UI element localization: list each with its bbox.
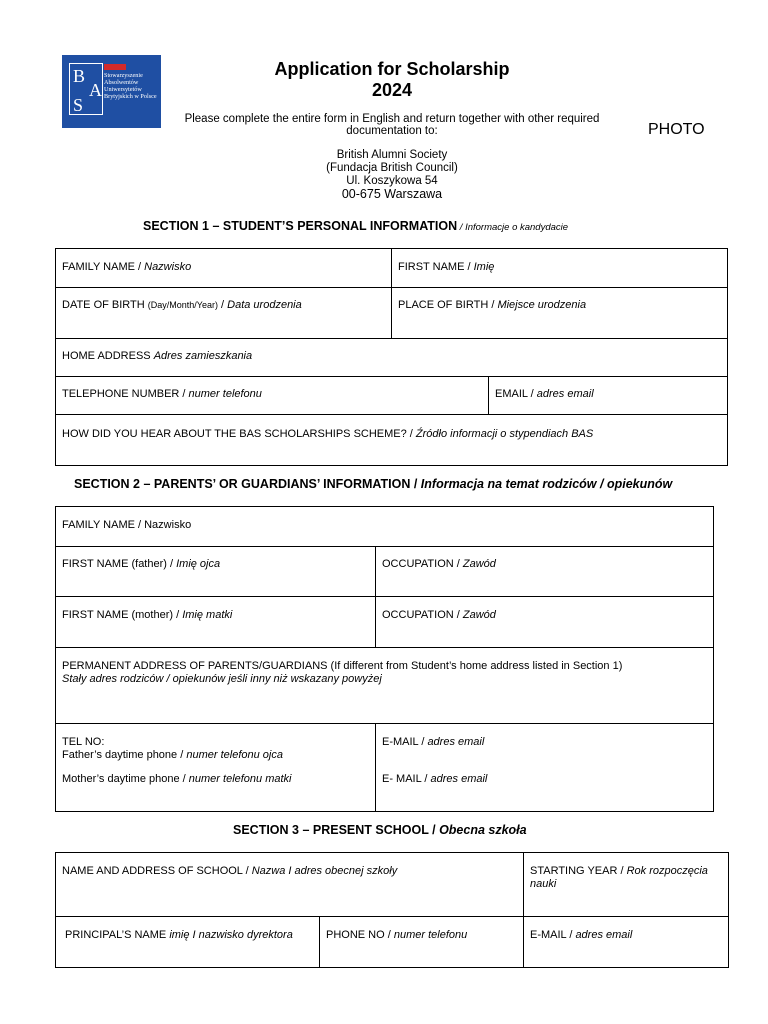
s2-occupation2-label: OCCUPATION / [382,609,463,621]
s1-pob-field[interactable] [391,287,728,339]
s2-phone-field[interactable] [55,723,376,812]
s1-first-name-label-pl: Imię [473,261,495,273]
s2-email1-label-pl: adres email [427,736,485,748]
logo-text: Stowarzyszenie Absolwentów Uniwersytetów Brytyjskich w Polsce [104,72,157,100]
s1-dob-separator: / [217,299,228,311]
logo-letter-s: S [73,95,84,115]
s2-perm-address-label-pl: Stały adres rodziców / opiekunów jeśli inny niż wskazany powyżej [62,673,382,685]
s2-father-first-label: FIRST NAME (father) / [62,558,177,570]
s2-family-name-field[interactable] [55,506,714,547]
bas-logo [62,55,161,128]
s3-school-label-pl: Nazwa I adres obecnej szkoły [251,865,398,877]
logo-letter-a: A [89,80,102,100]
s1-telephone-field[interactable] [55,376,489,415]
intro-line-1: Please complete the entire form in English and return together with other required [184,113,600,125]
form-title: Application for Scholarship [274,59,510,79]
s1-hear-label-pl: Źródło informacji o stypendiach BAS [415,428,594,440]
s1-hear-about-field[interactable] [55,414,728,466]
s1-family-name-label-pl: Nazwisko [144,261,192,273]
s1-home-address-field[interactable] [55,338,728,377]
s1-email-label: EMAIL / [495,388,537,400]
s2-mother-occupation-field[interactable] [375,596,714,648]
s2-occupation2-label-pl: Zawód [462,609,496,621]
s1-family-name-label: FAMILY NAME / [62,261,145,273]
s3-starting-year-label-pl: Rok rozpoczęcia nauki [530,865,708,890]
s2-occupation1-label: OCCUPATION / [382,558,463,570]
s1-home-address-label: HOME ADDRESS [62,350,154,362]
s1-telephone-label-pl: numer telefonu [188,388,262,400]
s2-mother-first-label: FIRST NAME (mother) / [62,609,183,621]
s1-dob-format: (Day/Month/Year) [147,300,218,310]
address-line-4: 00-675 Warszawa [341,187,443,201]
s2-tel-no-label: TEL NO: [62,736,105,748]
section1-title-text: SECTION 1 – STUDENT’S PERSONAL INFORMATION [143,219,458,233]
section2-title [74,477,672,491]
form-year: 2024 [371,80,413,100]
s2-email-field[interactable] [375,723,714,812]
s1-dob-label-pl: Data urodzenia [227,299,302,311]
section3-title-text: SECTION 3 – PRESENT SCHOOL / [233,823,440,837]
address-line-2: (Fundacja British Council) [326,162,458,174]
address-line-3: Ul. Koszykowa 54 [346,175,438,187]
section3-title-pl: Obecna szkoła [439,823,527,837]
s3-phone-label-pl: numer telefonu [393,929,468,941]
s2-father-phone-label: Father’s daytime phone / [62,749,187,761]
s1-dob-field[interactable] [55,287,392,339]
s2-email2-label: E- MAIL / [382,773,431,785]
s2-family-name-label: FAMILY NAME / Nazwisko [62,519,192,531]
s2-father-occupation-field[interactable] [375,546,714,597]
s2-father-first-name-field[interactable] [55,546,376,597]
logo-letters [69,63,103,115]
s2-mother-phone-label: Mother’s daytime phone / [62,773,189,785]
s3-email-label: E-MAIL / [530,929,576,941]
section2-title-text: SECTION 2 – PARENTS’ OR GUARDIANS’ INFORMATION / [74,477,421,491]
s3-phone-label: PHONE NO / [326,929,394,941]
logo-letter-b: B [73,66,86,86]
s3-principal-label: PRINCIPAL’S NAME [65,929,170,941]
s3-starting-year-label: STARTING YEAR / [530,865,627,877]
s2-perm-address-label: PERMANENT ADDRESS OF PARENTS/GUARDIANS (If different from Student’s home address listed in Section 1) [62,660,623,672]
s1-hear-label: HOW DID YOU HEAR ABOUT THE BAS SCHOLARSHIPS SCHEME? / [62,428,416,440]
s3-school-label: NAME AND ADDRESS OF SCHOOL / [62,865,252,877]
s2-mother-first-label-pl: Imię matki [182,609,233,621]
section1-subtitle: / Informacje o kandydacie [457,222,569,233]
s2-email1-label: E-MAIL / [382,736,428,748]
logo-red-bar [104,64,126,70]
s2-email2-label-pl: adres email [430,773,488,785]
s2-occupation1-label-pl: Zawód [462,558,496,570]
s1-first-name-field[interactable] [391,248,728,288]
s2-mother-phone-label-pl: numer telefonu matki [188,773,292,785]
s3-school-field[interactable] [55,852,524,917]
s1-pob-label: PLACE OF BIRTH / [398,299,498,311]
s2-father-first-label-pl: Imię ojca [176,558,221,570]
intro-line-2: documentation to: [346,125,438,137]
s1-dob-label: DATE OF BIRTH [62,299,148,311]
s3-email-field[interactable] [523,916,729,968]
address-line-1: British Alumni Society [336,149,448,161]
s1-home-address-label-pl: Adres zamieszkania [153,350,253,362]
s3-principal-label-pl: imię I nazwisko dyrektora [169,929,293,941]
s1-first-name-label: FIRST NAME / [398,261,474,273]
s3-phone-field[interactable] [319,916,524,968]
s3-starting-year-field[interactable] [523,852,729,917]
s3-principal-field[interactable] [55,916,320,968]
photo-label: PHOTO [648,121,705,138]
s1-pob-label-pl: Miejsce urodzenia [497,299,587,311]
s1-email-label-pl: adres email [536,388,594,400]
s1-email-field[interactable] [488,376,728,415]
s2-mother-first-name-field[interactable] [55,596,376,648]
s2-father-phone-label-pl: numer telefonu ojca [186,749,283,761]
s1-telephone-label: TELEPHONE NUMBER / [62,388,189,400]
section3-title [233,823,527,837]
section1-title [143,219,568,233]
s3-email-label-pl: adres email [575,929,633,941]
section2-title-pl: Informacja na temat rodziców / opiekunów [420,477,673,491]
s2-permanent-address-field[interactable] [55,647,714,724]
s1-family-name-field[interactable] [55,248,392,288]
